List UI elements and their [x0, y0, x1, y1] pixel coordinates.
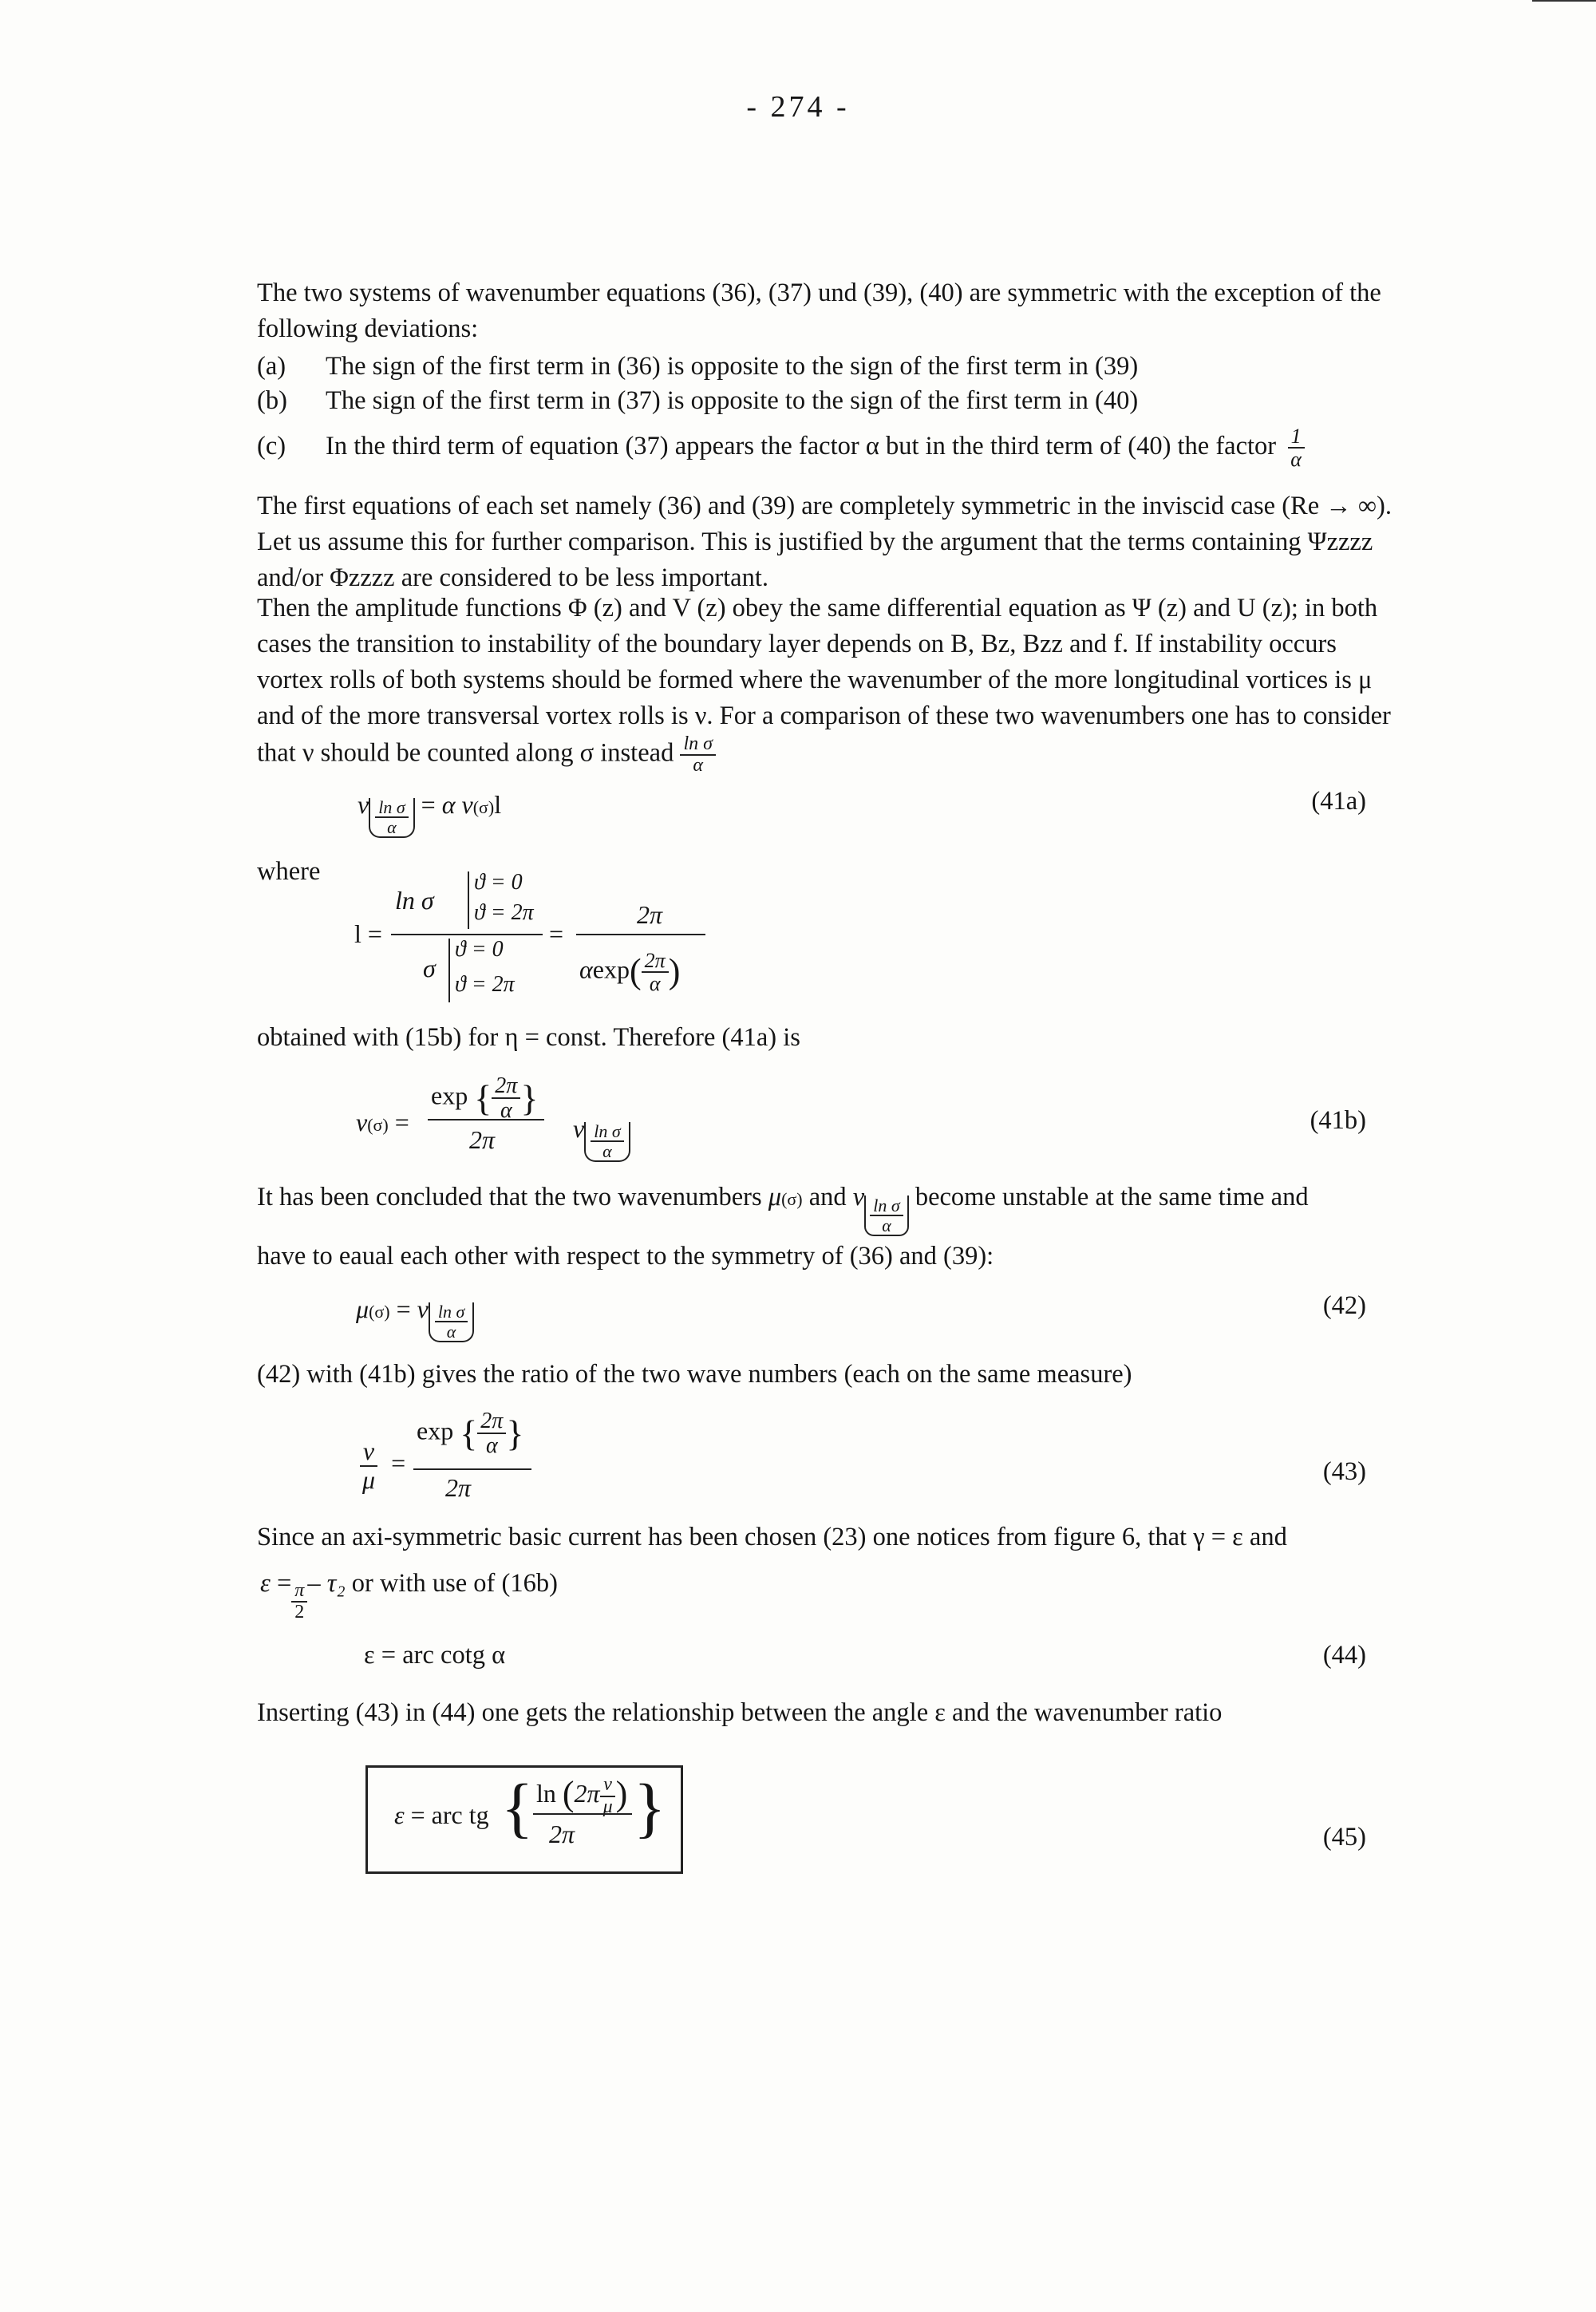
exp-brace-2pi-alpha-43: exp { $\frac{2\pi}{\alpha}$ } [417, 1409, 524, 1459]
epsilon-definition: ε = $\frac{\pi}{2}$ – τ₂ or with use of (16b) [260, 1569, 558, 1623]
ln-2pi-nu-mu: ln (2π $\frac{\nu}{\mu}$ ) [536, 1774, 628, 1817]
nu-over-mu: $\frac{\nu}{\mu}$ = [359, 1438, 405, 1493]
inviscid-paragraph: The first equations of each set namely (36) and (39) are completely symmetric in the inviscid case (Re → ∞). Let us assume this for further comparison. This is justified by the argument that the terms containing Ψzzzz and/or Φzzzz are considered to be less important. [257, 492, 1393, 592]
list-item-b [257, 386, 1406, 416]
page-number: - 274 - [746, 90, 850, 124]
nu-sigma-lhs: ν(σ) = [356, 1108, 409, 1136]
nu-ln-sigma-alpha: ν $\frac{\text{ln σ}}{\alpha}$ [573, 1114, 630, 1162]
list-label: (b) [257, 386, 287, 415]
list-item-c [257, 425, 1406, 471]
alpha-exp-denominator: αexp( $\frac{2\pi}{\alpha}$ ) [579, 949, 681, 996]
equation-number-41a: (41a) [1311, 787, 1366, 816]
exp-brace-2pi-alpha: exp { $\frac{2\pi}{\alpha}$ } [431, 1073, 539, 1124]
intro-paragraph: The two systems of wavenumber equations (36), (37) und (39), (40) are symmetric with the exception of the following deviations: [257, 279, 1381, 343]
list-text: In the third term of equation (37) appears the factor α but in the third term of (40) the factor [326, 431, 1277, 460]
equation-number-43: (43) [1322, 1457, 1366, 1486]
theta-two-pi-bottom: ϑ = 2π [455, 972, 515, 997]
l-definition-lhs: l = [354, 919, 382, 948]
theta-two-pi-top: ϑ = 2π [474, 900, 534, 925]
where-label: where [257, 857, 321, 886]
inserting-paragraph: Inserting (43) in (44) one gets the relationship between the angle ε and the wavenumber ratio [257, 1698, 1223, 1727]
two-pi-denominator-43: 2π [445, 1473, 472, 1502]
axisymmetric-paragraph: Since an axi-symmetric basic current has been chosen (23) one notices from figure 6, that γ = ε and [257, 1523, 1287, 1551]
arc-tg-lhs: ε = arc tg [394, 1800, 489, 1829]
right-brace: } [634, 1771, 666, 1845]
equation-number-44: (44) [1322, 1641, 1366, 1670]
wavenumber-paragraph-line1: It has been concluded that the two wavenumbers μ(σ) and ν $\frac{\text{ln σ}}{\alpha}$ become unstable at the same time and [257, 1183, 1309, 1235]
evaluation-bar-bottom [448, 939, 450, 1002]
equals-sign: = [549, 919, 564, 948]
list-label: (c) [257, 431, 286, 460]
one-over-alpha-fraction: $\frac{1}{\alpha}$ [1287, 425, 1305, 471]
ln-sigma-term: ln σ [395, 886, 434, 915]
equation-44: ε = arc cotg α [364, 1641, 506, 1670]
two-pi-denominator: 2π [469, 1125, 496, 1154]
amplitude-paragraph: Then the amplitude functions Φ (z) and V (z) obey the same differential equation as Ψ (z) and U (z); in both cases the transition to instability of the boundary layer depends on B, Bz, Bzz and f. If instability occurs vortex rolls of both systems should be formed where the wavenumber of the more longitudinal vortices is μ and of the more transversal vortex rolls is ν. For a comparison of these two wavenumbers one has to consider that ν should be counted along σ instead $\frac{\text{ln σ}}{\alpha}$ [257, 594, 1391, 777]
theta-zero-top: ϑ = 0 [474, 870, 523, 895]
page-corner-rule [1532, 0, 1596, 2]
equation-41a: ν $\frac{\text{ln σ}}{\alpha}$ = α ν(σ)l [358, 790, 502, 837]
equation-number-42: (42) [1322, 1291, 1366, 1320]
left-brace: { [501, 1771, 534, 1845]
l-fraction-bar [391, 934, 543, 935]
equation-number-45: (45) [1322, 1823, 1366, 1852]
list-label: (a) [257, 352, 286, 381]
two-pi-denominator-45: 2π [549, 1820, 575, 1848]
wavenumber-paragraph-line2: have to eaual each other with respect to the symmetry of (36) and (39): [257, 1242, 994, 1271]
list-text: The sign of the first term in (37) is opposite to the sign of the first term in (40) [326, 386, 1139, 415]
equation-number-41b: (41b) [1310, 1106, 1366, 1135]
eq45-fraction-bar [533, 1813, 632, 1815]
equation-42: μ(σ) = ν $\frac{\text{ln σ}}{\alpha}$ [356, 1294, 474, 1342]
obtained-paragraph: obtained with (15b) for η = const. Therefore (41a) is [257, 1023, 800, 1052]
ratio-paragraph: (42) with (41b) gives the ratio of the two wave numbers (each on the same measure) [257, 1360, 1132, 1389]
evaluation-bar-top [468, 871, 469, 929]
list-item-a [257, 352, 1406, 381]
list-text: The sign of the first term in (36) is opposite to the sign of the first term in (39) [326, 352, 1139, 381]
two-pi-numerator: 2π [637, 900, 663, 929]
eq43-fraction-bar [413, 1468, 531, 1470]
eq41b-fraction-bar [428, 1119, 544, 1120]
theta-zero-bottom: ϑ = 0 [455, 937, 504, 962]
sigma-term: σ [423, 954, 436, 982]
rhs-fraction-bar [576, 934, 705, 935]
ln-sigma-over-alpha: $\frac{\text{ln σ}}{\alpha}$ [680, 734, 716, 776]
